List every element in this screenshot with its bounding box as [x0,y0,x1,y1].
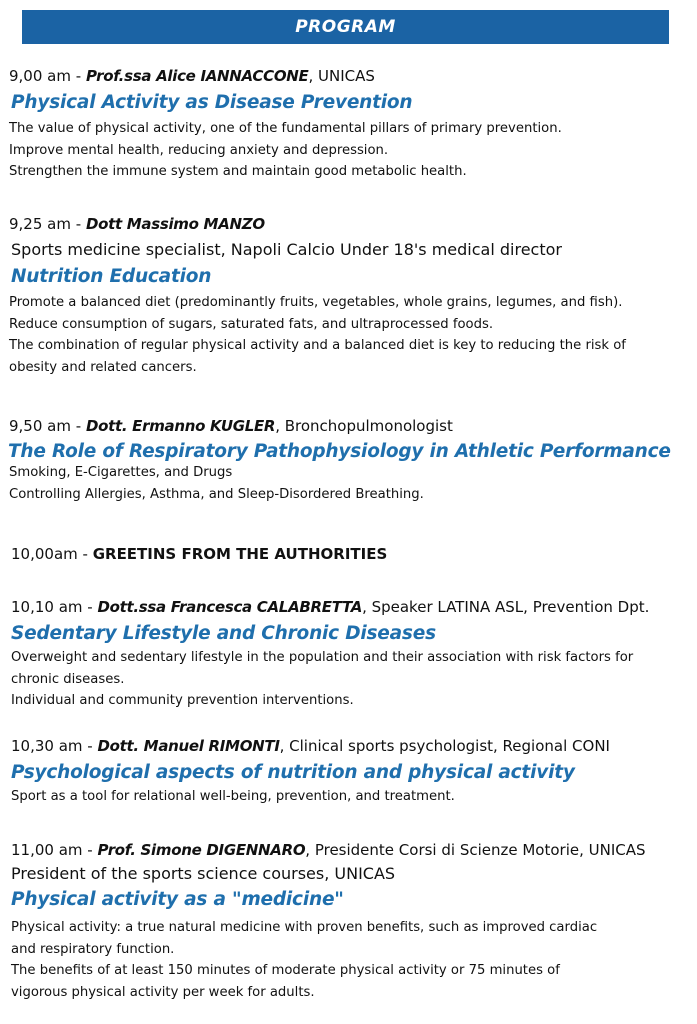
session-4 [0,544,697,564]
speaker-affiliation: , Bronchopulmonologist [275,417,453,435]
program-header-title: PROGRAM [295,17,396,37]
session-description [0,647,697,712]
session-time: 10,00am [11,545,78,563]
session-description [0,292,697,378]
description-line: Individual and community prevention interventions. [11,693,354,708]
description-line: The value of physical activity, one of the fundamental pillars of primary prevention. [9,121,562,136]
description-line: Sport as a tool for relational well-being, prevention, and treatment. [11,789,455,804]
session-title: Physical activity as a "medicine" [11,889,344,910]
speaker-name: Prof.ssa Alice IANNACCONE [85,67,309,85]
description-line: Smoking, E-Cigarettes, and Drugs [9,465,233,480]
description-line: Overweight and sedentary lifestyle in the population and their association with risk factors for [11,650,634,665]
session-3-header: 9,50 am - Dott. Ermanno KUGLER, Bronchopulmonologist [9,417,453,435]
description-line: The combination of regular physical activity and a balanced diet is key to reducing the risk of [9,338,626,353]
session-description [0,786,697,808]
description-line: Strengthen the immune system and maintain good metabolic health. [9,164,467,179]
description-line: obesity and related cancers. [9,359,197,375]
session-7 [0,840,697,1003]
speaker-affiliation: , Speaker LATINA ASL, Prevention Dpt. [362,598,650,616]
speaker-name: Dott. Manuel RIMONTI [97,737,280,755]
speaker-affiliation: , Presidente Corsi di Scienze Motorie, UNICAS [305,841,646,859]
session-description [0,917,697,1003]
description-line: Improve mental health, reducing anxiety and depression. [9,142,389,158]
description-line: and respiratory function. [11,941,175,957]
session-title: Physical Activity as Disease Prevention [11,92,413,113]
session-6 [0,736,697,808]
session-time: 9,25 am [9,215,71,233]
description-line: Promote a balanced diet (predominantly fruits, vegetables, whole grains, legumes, and fish). [9,295,623,310]
session-time: 11,00 am [11,841,83,859]
speaker-name: Dott. Ermanno KUGLER [85,417,276,435]
description-line: chronic diseases. [11,671,125,687]
speaker-role: Sports medicine specialist, Napoli Calcio Under 18's medical director [11,240,562,259]
description-line: vigorous physical activity per week for adults. [11,984,315,1000]
session-title: Psychological aspects of nutrition and physical activity [11,762,575,783]
greetings-label: GREETINS FROM THE AUTHORITIES [92,545,388,563]
session-time: 9,00 am [9,67,71,85]
description-line: Controlling Allergies, Asthma, and Sleep-Disordered Breathing. [9,486,424,502]
program-header-banner [22,10,669,44]
session-description [0,462,697,505]
session-1 [0,66,697,183]
session-time: 10,30 am [11,737,83,755]
speaker-affiliation: , Clinical sports psychologist, Regional CONI [279,737,610,755]
speaker-affiliation: , UNICAS [308,67,375,85]
session-title: The Role of Respiratory Pathophysiology in Athletic Performance [8,441,671,462]
session-title: Sedentary Lifestyle and Chronic Diseases [11,623,436,644]
session-2 [0,214,697,378]
speaker-role: President of the sports science courses, UNICAS [11,864,396,883]
description-line: The benefits of at least 150 minutes of moderate physical activity or 75 minutes of [11,963,560,978]
session-1-header: 9,00 am - Prof.ssa Alice IANNACCONE, UNICAS [9,67,375,85]
session-3 [0,416,697,505]
speaker-name: Prof. Simone DIGENNARO [97,841,306,859]
session-6-header: 10,30 am - Dott. Manuel RIMONTI, Clinical sports psychologist, Regional CONI [11,737,610,755]
description-line: Physical activity: a true natural medicine with proven benefits, such as improved cardiac [11,920,598,935]
speaker-name: Dott.ssa Francesca CALABRETTA [97,598,363,616]
session-description [0,118,697,183]
session-5 [0,597,697,712]
session-time: 9,50 am [9,417,71,435]
session-7-header: 11,00 am - Prof. Simone DIGENNARO, Presidente Corsi di Scienze Motorie, UNICAS [11,841,646,859]
session-time: 10,10 am [11,598,83,616]
speaker-name: Dott Massimo MANZO [85,215,265,233]
session-5-header: 10,10 am - Dott.ssa Francesca CALABRETTA, Speaker LATINA ASL, Prevention Dpt. [11,598,650,616]
description-line: Reduce consumption of sugars, saturated fats, and ultraprocessed foods. [9,316,494,332]
session-title: Nutrition Education [11,266,212,287]
session-4-header: 10,00am - GREETINS FROM THE AUTHORITIES [11,545,388,563]
session-2-header: 9,25 am - Dott Massimo MANZO [9,215,265,233]
